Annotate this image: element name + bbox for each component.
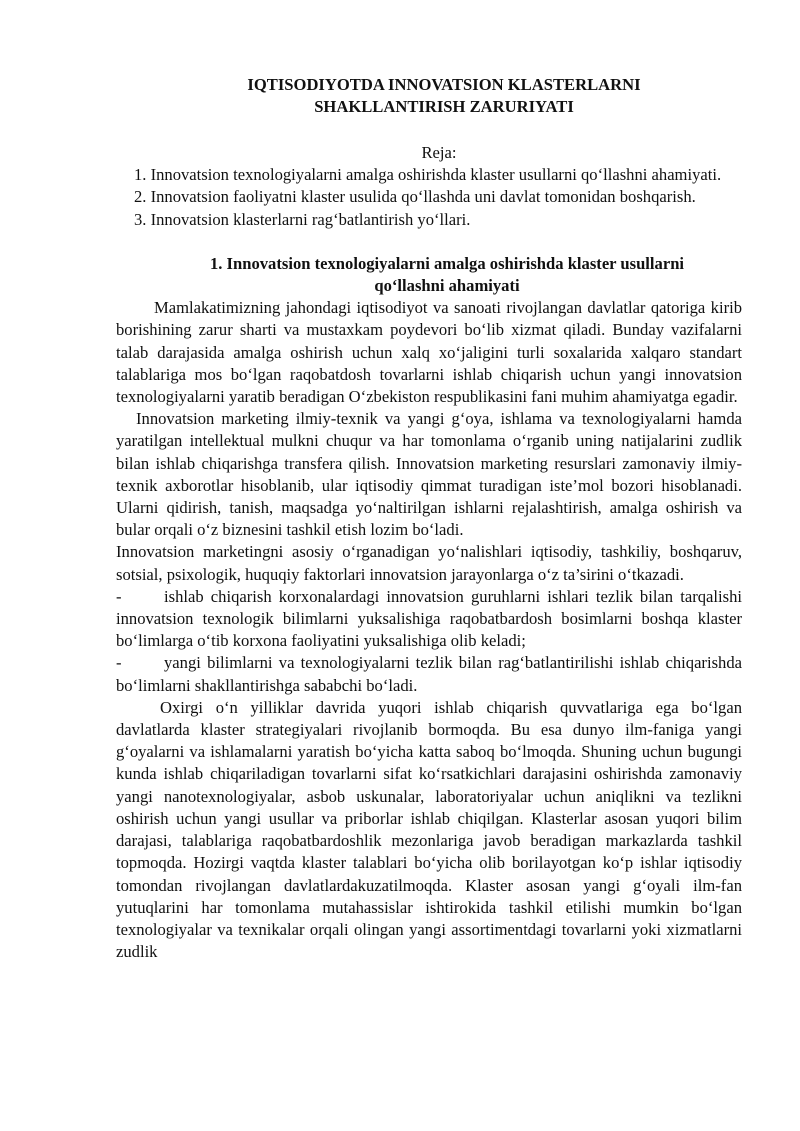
section-heading-line-1: 1. Innovatsion texnologiyalarni amalga oshirishda klaster usullarni [209, 253, 685, 273]
body-paragraph-3: Innovatsion marketingni asosiy o‘rganadigan yo‘nalishlari iqtisodiy, tashkiliy, boshqaruv, sotsial, psixologik, huquqiy faktorlari innovatsion jarayonlarga o‘z ta’sirini o‘tkazadi. [116, 542, 742, 584]
title-line-1: IQTISODIYOTDA INNOVATSION KLASTERLARNI [247, 75, 641, 94]
section-heading [116, 253, 742, 297]
document-title [146, 74, 742, 118]
body-paragraph-1: Mamlakatimizning jahondagi iqtisodiyot va sanoati rivojlangan davlatlar qatoriga kirib borishining zarur sharti va mustaxkam poydevori bo‘lib xizmat qiladi. Bunday vazifalarni talab darajasida amalga oshirish uchun xalq xo‘jaligini turli soxalarida xalqaro standart talablariga mos bo‘lgan raqobatdosh tovarlarni ishlab chiqarish uchun yangi innovatsion texnologiyalarni yaratib beradigan O‘zbekiston respublikasini fani muhim ahamiyatga egadir. [116, 298, 742, 407]
document-page [116, 74, 742, 963]
dash-item-text: yangi bilimlarni va texnologiyalarni tezlik bilan rag‘batlantirilishi ishlab chiqarishda bo‘limlarni shakllantirishga sababchi bo‘ladi. [116, 653, 742, 695]
dash-marker: - [116, 586, 122, 606]
title-line-2: SHAKLLANTIRISH ZARURIYATI [314, 97, 574, 116]
plan-list [134, 164, 742, 231]
dash-list-item-1 [116, 586, 742, 653]
section-heading-line-2: qo‘llashni ahamiyati [374, 276, 520, 296]
dash-item-text: ishlab chiqarish korxonalardagi innovatsion guruhlarni ishlari tezlik bilan tarqalishi innovatsion texnologik bilimlarni yuksalishiga raqobatbardosh bosimlarni boshqa klaster bo‘limlarga o‘tib korxona faoliyatini yuksalishiga olib keladi; [116, 586, 742, 651]
plan-item-1: 1. Innovatsion texnologiyalarni amalga oshirishda klaster usullarni qo‘llashni ahamiyati. [134, 165, 722, 185]
dash-list-item-2 [116, 652, 742, 696]
plan-label: Reja: [421, 143, 457, 162]
plan-item-2: 2. Innovatsion faoliyatni klaster usulida qo‘llashda uni davlat tomonidan boshqarish. [134, 187, 696, 207]
body-paragraph-2: Innovatsion marketing ilmiy-texnik va yangi g‘oya, ishlama va texnologiyalarni hamda yaratilgan intellektual mulkni chuqur va har tomonlama o‘rganib uning natijalarini zudlik bilan ishlab chiqarishga transfera qilish. Innovatsion marketing resurslari zamonaviy ilmiy-texnik axborotlar hisoblanib, ular iqtisodiy qimmat turadigan iste’mol bozori hisoblanadi. Ularni qidirish, tanish, maqsadga yo‘naltirilgan ishlarni rejalashtirish, amalga oshirish va bular orqali o‘z biznesini tashkil etish lozim bo‘ladi. [116, 409, 742, 540]
body-paragraph-4: Oxirgi o‘n yilliklar davrida yuqori ishlab chiqarish quvvatlariga ega bo‘lgan davlatlarda klaster strategiyalari rivojlanib bormoqda. Bu esa dunyo ilm-faniga yangi g‘oyalarni va ishlamalarni yaratish bo‘yicha katta saboq bo‘lmoqda. Shuning uchun bugungi kunda ishlab chiqariladigan tovarlarni sifat ko‘rsatkichlari darajasini oshirishda zamonaviy yangi nanotexnologiyalar, asbob uskunalar, laboratoriyalar uchun aniqlikni va tezlikni oshirish uchun yangi usullar va priborlar ishlab chiqilgan. Klasterlar asosan yuqori bilim darajasi, talablariga raqobatbardoshlik mezonlariga javob beradigan markazlarda tashkil topmoqda. Hozirgi vaqtda klaster talablari bo‘yicha olib borilayotgan ko‘p ishlar iqtisodiy tomondan rivojlangan davlatlardakuzatilmoqda. Klaster asosan yangi g‘oyali ilm-fan yutuqlarini har tomonlama mutahassislar ishtirokida tashkil etilishi mumkin bo‘lgan texnologiyalar va texnikalar orqali olingan yangi assortimentdagi tovarlarni yoki xizmatlarni zudlik [116, 697, 742, 962]
dash-marker: - [116, 653, 122, 673]
plan-item-3: 3. Innovatsion klasterlarni rag‘batlantirish yo‘llari. [134, 209, 471, 229]
